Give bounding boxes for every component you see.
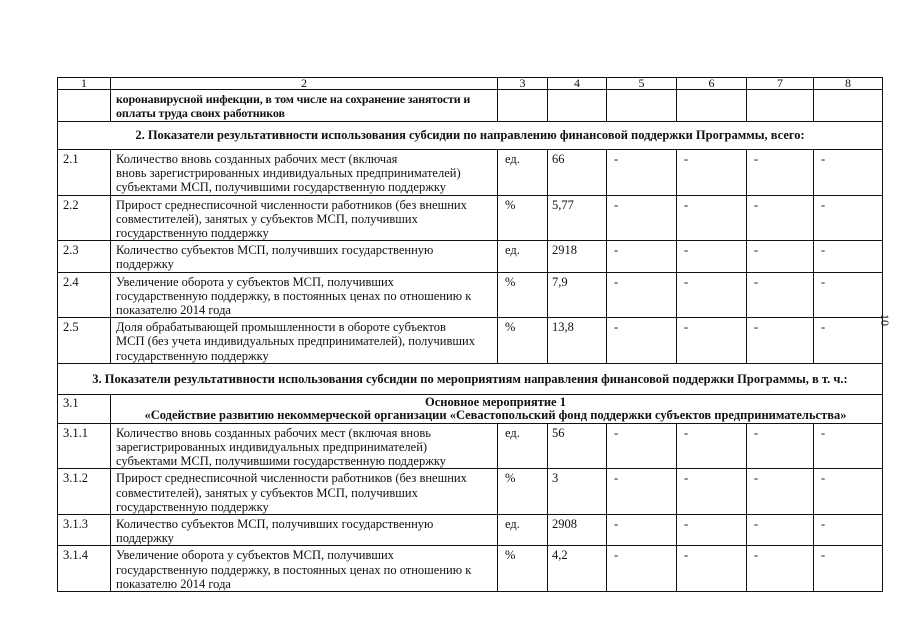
column-6-value	[677, 90, 747, 122]
column-6-value: -	[677, 195, 747, 241]
unit	[498, 90, 548, 122]
indicators-table	[57, 77, 883, 592]
column-7-value: -	[747, 150, 814, 196]
row-number: 3.1.2	[58, 469, 111, 515]
target-value: 5,77	[548, 195, 607, 241]
column-6-value: -	[677, 318, 747, 364]
indicator-name-line: показателю 2014 года	[116, 576, 231, 591]
column-6-value: -	[677, 546, 747, 592]
main-event-title: Основное мероприятие 1	[425, 394, 566, 409]
column-7-value: -	[747, 318, 814, 364]
column-8-value	[814, 90, 883, 122]
indicator-name-line: совместителей), занятых у субъектов МСП, получивших	[116, 485, 418, 500]
indicator-name	[111, 195, 498, 241]
indicator-name-line: зарегистрированных индивидуальных предпринимателей)	[116, 440, 428, 455]
main-event-row	[58, 394, 883, 423]
column-7-value: -	[747, 195, 814, 241]
unit: %	[498, 195, 548, 241]
row-number: 2.3	[58, 241, 111, 272]
indicator-name	[111, 90, 498, 122]
target-value: 66	[548, 150, 607, 196]
indicator-name-line: субъектами МСП, получившими государственную поддержку	[116, 180, 446, 195]
indicator-row	[58, 272, 883, 318]
target-value: 2908	[548, 515, 607, 546]
row-number: 3.1.3	[58, 515, 111, 546]
indicator-name	[111, 423, 498, 469]
column-6-value: -	[677, 272, 747, 318]
column-5-value: -	[607, 195, 677, 241]
indicator-row	[58, 515, 883, 546]
target-value: 13,8	[548, 318, 607, 364]
target-value: 4,2	[548, 546, 607, 592]
unit: %	[498, 546, 548, 592]
indicator-name-line: Увеличение оборота у субъектов МСП, получивших	[116, 548, 394, 563]
column-7-value: -	[747, 241, 814, 272]
indicator-name-line: поддержку	[116, 257, 174, 272]
row-number	[58, 90, 111, 122]
column-number: 3	[498, 78, 548, 90]
indicator-name-line: государственную поддержку	[116, 226, 269, 241]
indicator-row	[58, 195, 883, 241]
indicator-row	[58, 150, 883, 196]
column-5-value: -	[607, 469, 677, 515]
column-5-value: -	[607, 423, 677, 469]
column-6-value: -	[677, 469, 747, 515]
indicator-name	[111, 515, 498, 546]
unit: %	[498, 469, 548, 515]
indicator-name-line: коронавирусной инфекции, в том числе на сохранение занятости и	[116, 92, 471, 106]
unit: ед.	[498, 515, 548, 546]
indicator-name-line: Количество вновь созданных рабочих мест (включая вновь	[116, 425, 431, 440]
indicator-name-line: Прирост среднесписочной численности работников (без внешних	[116, 471, 467, 486]
indicator-name-line: государственную поддержку	[116, 499, 269, 514]
row-number: 3.1.1	[58, 423, 111, 469]
column-5-value: -	[607, 546, 677, 592]
unit: ед.	[498, 241, 548, 272]
column-number: 5	[607, 78, 677, 90]
indicator-name-line: МСП (без учета индивидуальных предпринимателей), получивших	[116, 334, 475, 349]
indicator-row	[58, 469, 883, 515]
column-number: 8	[814, 78, 883, 90]
column-number: 1	[58, 78, 111, 90]
column-6-value: -	[677, 515, 747, 546]
indicator-name-line: вновь зарегистрированных индивидуальных предпринимателей)	[116, 166, 461, 181]
column-5-value: -	[607, 515, 677, 546]
row-number: 3.1	[58, 394, 111, 423]
row-number: 2.4	[58, 272, 111, 318]
target-value	[548, 90, 607, 122]
column-number: 2	[111, 78, 498, 90]
unit: ед.	[498, 423, 548, 469]
column-8-value: -	[814, 195, 883, 241]
section-2-title: 2. Показатели результативности использования субсидии по направлению финансовой поддержки Программы, всего:	[58, 122, 883, 150]
row-number: 2.2	[58, 195, 111, 241]
column-6-value: -	[677, 150, 747, 196]
column-number: 6	[677, 78, 747, 90]
main-event-cell	[111, 394, 883, 423]
column-number: 4	[548, 78, 607, 90]
row-number: 2.1	[58, 150, 111, 196]
column-7-value: -	[747, 546, 814, 592]
indicator-name-line: государственную поддержку	[116, 348, 269, 363]
target-value: 2918	[548, 241, 607, 272]
column-7-value	[747, 90, 814, 122]
column-number-row	[58, 78, 883, 90]
section-2-header-row	[58, 122, 883, 150]
column-5-value: -	[607, 150, 677, 196]
column-5-value: -	[607, 241, 677, 272]
target-value: 7,9	[548, 272, 607, 318]
column-5-value: -	[607, 318, 677, 364]
column-8-value: -	[814, 515, 883, 546]
indicator-name-line: Доля обрабатывающей промышленности в обороте субъектов	[116, 320, 446, 335]
indicator-name	[111, 318, 498, 364]
indicator-row	[58, 241, 883, 272]
unit: %	[498, 272, 548, 318]
unit: %	[498, 318, 548, 364]
row-number: 3.1.4	[58, 546, 111, 592]
indicator-name	[111, 150, 498, 196]
indicator-name	[111, 241, 498, 272]
indicator-name-line: совместителей), занятых у субъектов МСП, получивших	[116, 211, 418, 226]
indicator-name-line: Прирост среднесписочной численности работников (без внешних	[116, 197, 467, 212]
column-8-value: -	[814, 241, 883, 272]
column-7-value: -	[747, 423, 814, 469]
target-value: 56	[548, 423, 607, 469]
column-8-value: -	[814, 546, 883, 592]
column-7-value: -	[747, 272, 814, 318]
indicator-name-line: показателю 2014 года	[116, 303, 231, 318]
column-5-value	[607, 90, 677, 122]
column-7-value: -	[747, 515, 814, 546]
page-number: 10	[878, 314, 892, 326]
unit: ед.	[498, 150, 548, 196]
indicator-name-line: оплаты труда своих работников	[116, 106, 285, 121]
column-8-value: -	[814, 469, 883, 515]
indicator-row	[58, 318, 883, 364]
column-6-value: -	[677, 423, 747, 469]
row-number: 2.5	[58, 318, 111, 364]
indicator-name	[111, 469, 498, 515]
column-8-value: -	[814, 150, 883, 196]
indicator-row	[58, 423, 883, 469]
indicator-row	[58, 546, 883, 592]
indicator-name-line: Количество субъектов МСП, получивших государственную	[116, 517, 434, 532]
indicator-name-line: субъектами МСП, получившими государственную поддержку	[116, 454, 446, 469]
indicator-name	[111, 546, 498, 592]
column-8-value: -	[814, 272, 883, 318]
section-3-header-row	[58, 363, 883, 394]
column-8-value: -	[814, 318, 883, 364]
column-7-value: -	[747, 469, 814, 515]
continuation-row	[58, 90, 883, 122]
indicator-name	[111, 272, 498, 318]
column-5-value: -	[607, 272, 677, 318]
indicator-name-line: государственную поддержку, в постоянных ценах по отношению к	[116, 288, 472, 303]
indicator-name-line: Количество субъектов МСП, получивших государственную	[116, 243, 434, 258]
section-3-title: 3. Показатели результативности использования субсидии по мероприятиям направления финансовой поддержки Программы, в т. ч.:	[58, 363, 883, 394]
indicator-name-line: государственную поддержку, в постоянных ценах по отношению к	[116, 562, 472, 577]
column-number: 7	[747, 78, 814, 90]
indicator-name-line: поддержку	[116, 531, 174, 546]
indicator-name-line: Количество вновь созданных рабочих мест (включая	[116, 152, 398, 166]
main-event-subtitle: «Содействие развитию некоммерческой организации «Севастопольский фонд поддержки субъектов предпринимательства»	[144, 408, 847, 423]
target-value: 3	[548, 469, 607, 515]
indicator-name-line: Увеличение оборота у субъектов МСП, получивших	[116, 274, 394, 289]
column-8-value: -	[814, 423, 883, 469]
column-6-value: -	[677, 241, 747, 272]
